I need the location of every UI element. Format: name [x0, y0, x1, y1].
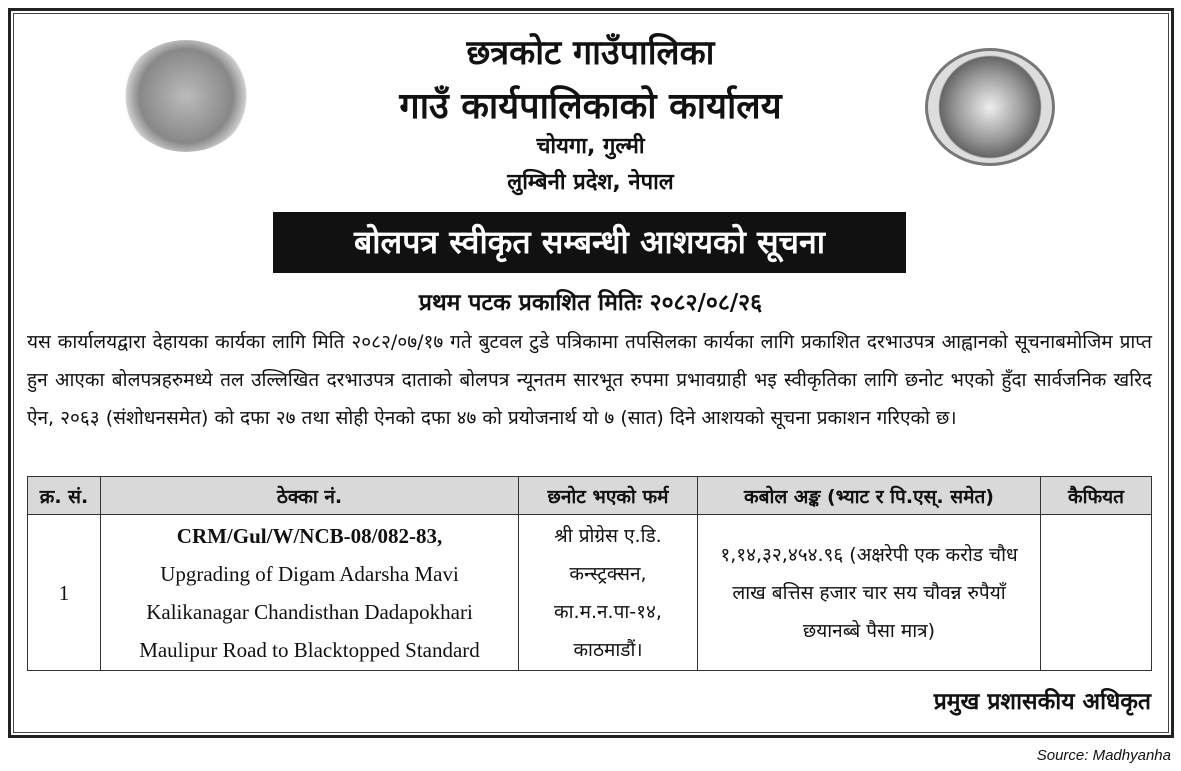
- col-remarks: कैफियत: [1041, 477, 1152, 515]
- col-amount: कबोल अङ्क (भ्याट र पि.एस्. समेत): [698, 477, 1041, 515]
- col-firm: छनोट भएको फर्म: [519, 477, 698, 515]
- col-sn: क्र. सं.: [28, 477, 101, 515]
- publish-date: प्रथम पटक प्रकाशित मितिः २०८२/०८/२६: [418, 290, 763, 316]
- source-credit: Source: Madhyanha: [1036, 747, 1171, 764]
- table-header-row: [28, 477, 1152, 515]
- cell-sn: 1: [28, 515, 101, 671]
- notice-body: यस कार्यालयद्वारा देहायका कार्यका लागि मिति २०८२/०७/१७ गते बुटवल टुडे पत्रिकामा तपसिलका कार्यका लागि प्रकाशित दरभाउपत्र आह्वानको सूचनाबमोजिम प्राप्त हुन आएका बोलपत्रहरुमध्ये तल उल्लिखित दरभाउपत्र दाताको बोलपत्र न्यूनतम सारभूत रुपमा प्रभावग्राही भइ स्वीकृतिका लागि छनोट भएको हुँदा सार्वजनिक खरिद ऐन, २०६३ (संशोधनसमेत) को दफा २७ तथा सोही ऐनको दफा ४७ को प्रयोजनार्थ यो ७ (सात) दिने आशयको सूचना प्रकाशन गरिएको छ।: [27, 331, 1152, 429]
- table-row: [28, 515, 1152, 671]
- office-title: गाउँ कार्यपालिकाको कार्यालय: [399, 86, 782, 127]
- contract-number: CRM/Gul/W/NCB-08/082-83,: [176, 523, 443, 548]
- award-table: [27, 476, 1152, 671]
- address-line2: लुम्बिनी प्रदेश, नेपाल: [507, 170, 674, 195]
- contract-description: Upgrading of Digam Adarsha Mavi Kalikanagar Chandisthan Dadapokhari Maulipur Road to Blacktopped Standard: [139, 561, 480, 662]
- cell-contract: [101, 515, 519, 671]
- col-contract: ठेक्का नं.: [101, 477, 519, 515]
- signatory: प्रमुख प्रशासकीय अधिकृत: [933, 689, 1151, 715]
- cell-firm: श्री प्रोग्रेस ए.डि. कन्स्ट्रक्सन, का.म.न.पा-१४, काठमाडौं।: [519, 515, 698, 671]
- cell-amount: १,१४,३२,४५४.९६ (अक्षरेपी एक करोड चौध लाख बत्तिस हजार चार सय चौवन्न रुपैयाँ छयानब्बे पैसा मात्र): [698, 515, 1041, 671]
- cell-remarks: [1041, 515, 1152, 671]
- notice-title-banner: बोलपत्र स्वीकृत सम्बन्धी आशयको सूचना: [273, 212, 906, 273]
- address-line1: चोयगा, गुल्मी: [536, 134, 645, 159]
- office-name: छत्रकोट गाउँपालिका: [466, 33, 715, 73]
